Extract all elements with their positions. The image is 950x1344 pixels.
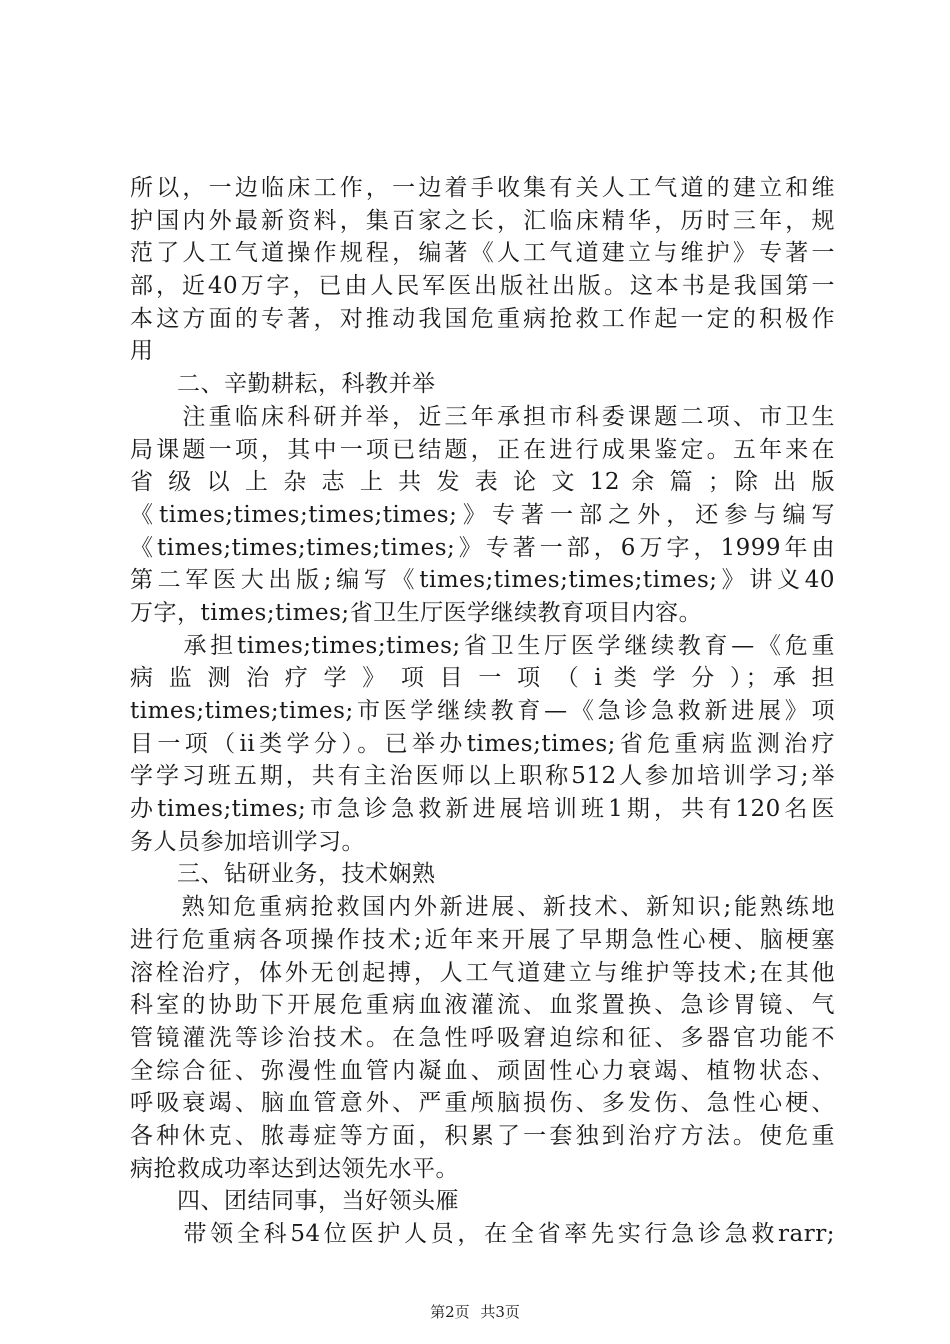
text-line: 进行危重病各项操作技术;近年来开展了早期急性心梗、脑梗塞 xyxy=(130,926,835,953)
text-line: 管镜灌洗等诊治技术。在急性呼吸窘迫综和征、多器官功能不 xyxy=(130,1024,835,1051)
text-line: 范了人工气道操作规程，编著《人工气道建立与维护》专著一 xyxy=(130,240,835,267)
text-line: 本这方面的专著，对推动我国危重病抢救工作起一定的积极作 xyxy=(130,305,835,332)
text-line: times;times;times;市医学继续教育—《急诊急救新进展》项 xyxy=(130,698,835,724)
text-line: 《times;times;times;times;》专著一部，6万字，1999年由 xyxy=(130,534,835,561)
text-line: 护国内外最新资料，集百家之长，汇临床精华，历时三年，规 xyxy=(130,207,835,234)
section-heading xyxy=(130,1185,835,1218)
page-total: 共3页 xyxy=(480,1303,520,1321)
text-line: 办times;times;市急诊急救新进展培训班1期，共有120名医 xyxy=(130,796,835,823)
page-number: 第2页 xyxy=(430,1303,470,1321)
paragraph xyxy=(130,630,835,859)
section-heading xyxy=(130,858,835,891)
text-line: 病 监 测 治 疗 学 》 项 目 一 项 （ i 类 学 分 ）；承 担 xyxy=(130,665,835,692)
paragraph xyxy=(130,401,835,630)
section-heading xyxy=(130,368,835,401)
text-line: 部，近40万字，已由人民军医出版社出版。这本书是我国第一 xyxy=(130,273,835,300)
text-line: 省 级 以 上 杂 志 上 共 发 表 论 文 12 余 篇 ；除 出 版 xyxy=(130,469,835,496)
heading-line: 四、团结同事，当好领头雁 xyxy=(130,1188,459,1215)
text-line: 所以，一边临床工作，一边着手收集有关人工气道的建立和维 xyxy=(130,175,835,201)
text-line: 第二军医大出版;编写《times;times;times;times;》讲义40 xyxy=(130,567,835,594)
text-line: 目一项（ii类学分）。已举办times;times;省危重病监测治疗 xyxy=(130,730,835,757)
text-line: 熟知危重病抢救国内外新进展、新技术、新知识;能熟练地 xyxy=(130,894,835,921)
heading-line: 二、辛勤耕耘，科教并举 xyxy=(130,371,436,398)
paragraph xyxy=(130,172,835,368)
page-footer xyxy=(0,1302,950,1322)
paragraph xyxy=(130,1218,835,1251)
text-line: 各种休克、脓毒症等方面，积累了一套独到治疗方法。使危重 xyxy=(130,1122,835,1149)
text-line: 溶栓治疗，体外无创起搏，人工气道建立与维护等技术;在其他 xyxy=(130,959,835,986)
text-line: 注重临床科研并举，近三年承担市科委课题二项、市卫生 xyxy=(130,403,835,430)
text-line: 呼吸衰竭、脑血管意外、严重颅脑损伤、多发伤、急性心梗、 xyxy=(130,1090,835,1117)
text-line: 学学习班五期，共有主治医师以上职称512人参加培训学习;举 xyxy=(130,763,835,790)
text-line: 全综合征、弥漫性血管内凝血、顽固性心力衰竭、植物状态、 xyxy=(130,1057,835,1084)
text-line: 承担times;times;times;省卫生厅医学继续教育—《危重 xyxy=(130,632,835,659)
text-line: 用 xyxy=(130,338,154,365)
text-line: 科室的协助下开展危重病血液灌流、血浆置换、急诊胃镜、气 xyxy=(130,992,835,1019)
text-line: 万字，times;times;省卫生厅医学继续教育项目内容。 xyxy=(130,599,703,626)
text-line: 《times;times;times;times;》专著一部之外，还参与编写 xyxy=(130,501,835,528)
body-text xyxy=(130,172,835,1251)
paragraph xyxy=(130,891,835,1185)
text-line: 局课题一项，其中一项已结题，正在进行成果鉴定。五年来在 xyxy=(130,436,835,463)
text-line: 带领全科54位医护人员，在全省率先实行急诊急救rarr; xyxy=(130,1221,835,1247)
text-line: 务人员参加培训学习。 xyxy=(130,828,365,855)
heading-line: 三、钻研业务，技术娴熟 xyxy=(130,861,436,888)
text-line: 病抢救成功率达到达领先水平。 xyxy=(130,1155,459,1182)
